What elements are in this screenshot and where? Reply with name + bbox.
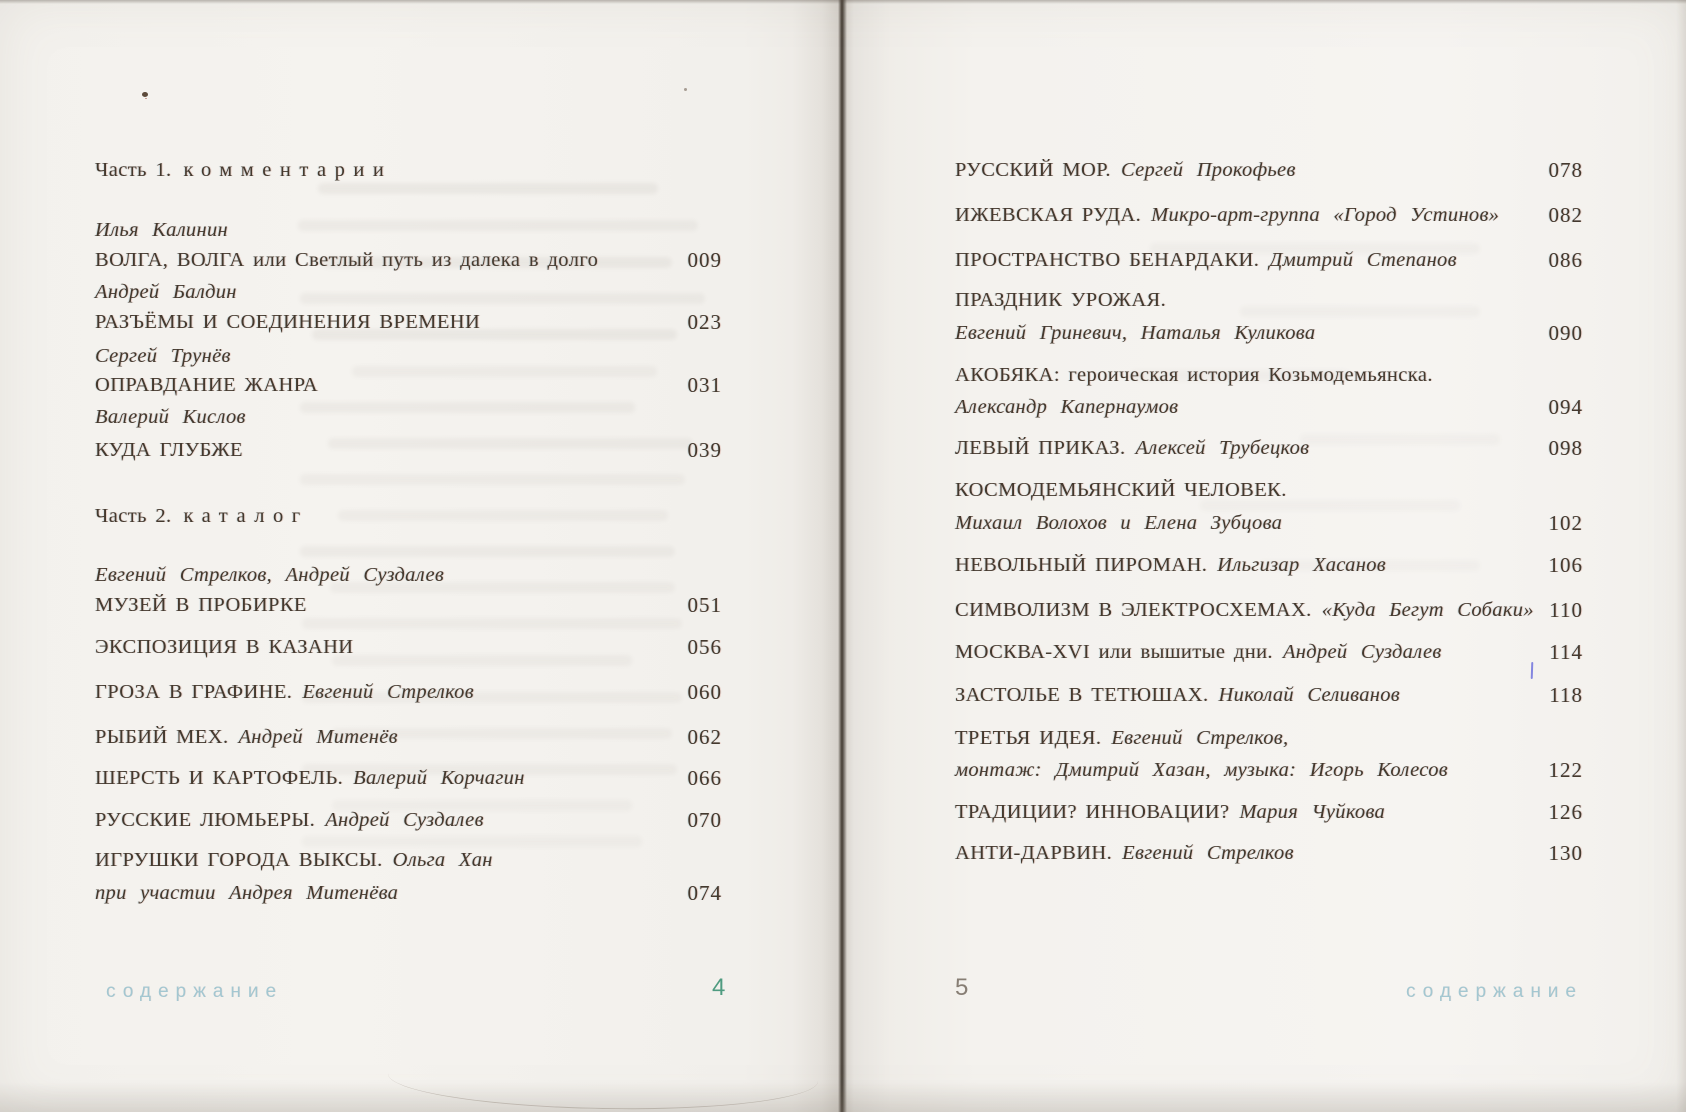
toc-line — [955, 636, 1583, 668]
toc-line — [95, 434, 722, 466]
toc-page-number: 106 — [1548, 553, 1583, 577]
toc-line — [95, 340, 722, 372]
toc-page-number: 009 — [687, 248, 722, 272]
toc-title: ВОЛГА, ВОЛГА или Светлый путь из далека в долго — [95, 249, 599, 271]
toc-line — [955, 754, 1583, 786]
toc-line — [955, 244, 1583, 276]
toc-author: Валерий Корчагин — [353, 767, 525, 789]
toc-author: Илья Калинин — [95, 219, 228, 241]
toc-page-number: 090 — [1548, 321, 1583, 345]
toc-author: Евгений Стрелков, — [1111, 727, 1289, 749]
toc-title: АНТИ-ДАРВИН. — [955, 842, 1113, 864]
toc-line — [95, 401, 722, 433]
toc-title: ЭКСПОЗИЦИЯ В КАЗАНИ — [95, 636, 354, 658]
toc-title: МОСКВА-XVI или вышитые дни. — [955, 641, 1273, 663]
toc-author: монтаж: Дмитрий Хазан, музыка: Игорь Колесов — [955, 759, 1448, 781]
toc-line — [955, 199, 1583, 231]
toc-line — [955, 284, 1583, 316]
part2-heading-prefix: Часть 2. — [95, 505, 172, 527]
toc-title: ШЕРСТЬ И КАРТОФЕЛЬ. — [95, 767, 344, 789]
toc-line — [955, 474, 1583, 506]
toc-author: Ильгизар Хасанов — [1217, 554, 1386, 576]
page-right-contents — [955, 0, 1583, 1112]
toc-line — [955, 679, 1583, 711]
toc-page-number: 023 — [687, 310, 722, 334]
toc-page-number: 060 — [687, 680, 722, 704]
toc-line — [955, 507, 1583, 539]
part2-heading-title: каталог — [183, 505, 309, 527]
toc-page-number: 056 — [687, 635, 722, 659]
page-number-right: 5 — [955, 974, 969, 1001]
toc-author: при участии Андрея Митенёва — [95, 882, 399, 904]
toc-title: РАЗЪЁМЫ И СОЕДИНЕНИЯ ВРЕМЕНИ — [95, 311, 481, 333]
toc-line — [95, 676, 722, 708]
toc-line — [95, 762, 722, 794]
toc-page-number: 062 — [687, 725, 722, 749]
toc-author: Николай Селиванов — [1218, 684, 1400, 706]
scan-edge-right — [1676, 0, 1686, 1112]
toc-page-number: 074 — [687, 881, 722, 905]
toc-author: Евгений Стрелков — [302, 681, 474, 703]
toc-line — [955, 391, 1583, 423]
toc-page-number: 122 — [1548, 758, 1583, 782]
toc-title: ИГРУШКИ ГОРОДА ВЫКСЫ. — [95, 849, 383, 871]
toc-line — [955, 317, 1583, 349]
book-gutter-fold — [792, 0, 892, 1112]
toc-line — [95, 306, 722, 338]
part2-heading — [95, 500, 722, 532]
toc-line — [955, 549, 1583, 581]
scan-edge-bottom — [0, 1082, 1686, 1112]
toc-title: РЫБИЙ МЕХ. — [95, 726, 229, 748]
toc-author: Андрей Митенёв — [238, 726, 398, 748]
toc-page-number: 082 — [1548, 203, 1583, 227]
footer-section-label-left: содержание — [106, 981, 284, 1002]
toc-title: КОСМОДЕМЬЯНСКИЙ ЧЕЛОВЕК. — [955, 479, 1287, 501]
toc-line — [95, 804, 722, 836]
toc-page-number: 066 — [687, 766, 722, 790]
toc-page-number: 102 — [1548, 511, 1583, 535]
toc-page-number: 118 — [1549, 683, 1583, 707]
toc-line — [95, 244, 722, 276]
toc-author: Александр Капернаумов — [955, 396, 1179, 418]
toc-line — [95, 631, 722, 663]
toc-author: Сергей Прокофьев — [1120, 159, 1296, 181]
toc-author: Дмитрий Степанов — [1269, 249, 1457, 271]
toc-author: Андрей Балдин — [95, 281, 237, 303]
page-number-left: 4 — [712, 974, 726, 1001]
toc-page-number: 086 — [1548, 248, 1583, 272]
toc-author: Мария Чуйкова — [1239, 801, 1386, 823]
toc-page-number: 094 — [1548, 395, 1583, 419]
toc-line — [95, 276, 722, 308]
toc-author: Микро-арт-группа «Город Устинов» — [1151, 204, 1500, 226]
toc-author: Ольга Хан — [392, 849, 493, 871]
toc-line — [955, 432, 1583, 464]
toc-title: ГРОЗА В ГРАФИНЕ. — [95, 681, 293, 703]
toc-page-number: 070 — [687, 808, 722, 832]
toc-page-number: 114 — [1549, 640, 1583, 664]
toc-page-number: 031 — [687, 373, 722, 397]
toc-author: «Куда Бегут Собаки» — [1321, 599, 1534, 621]
toc-author: Валерий Кислов — [95, 406, 246, 428]
toc-author: Евгений Стрелков, Андрей Суздалев — [95, 564, 445, 586]
toc-title: НЕВОЛЬНЫЙ ПИРОМАН. — [955, 554, 1208, 576]
toc-line — [95, 369, 722, 401]
toc-author: Алексей Трубецков — [1135, 437, 1310, 459]
toc-title: АКОБЯКА: героическая история Козьмодемьянска. — [955, 364, 1433, 386]
toc-title: СИМВОЛИЗМ В ЭЛЕКТРОСХЕМАХ. — [955, 599, 1312, 621]
toc-title: ТРАДИЦИИ? ИННОВАЦИИ? — [955, 801, 1230, 823]
toc-title: ОПРАВДАНИЕ ЖАНРА — [95, 374, 319, 396]
toc-line — [95, 559, 722, 591]
toc-line — [955, 359, 1583, 391]
ink-speck — [684, 88, 687, 91]
toc-title: РУССКИЙ МОР. — [955, 159, 1111, 181]
toc-page-number: 098 — [1548, 436, 1583, 460]
toc-author: Андрей Суздалев — [325, 809, 484, 831]
toc-line — [955, 796, 1583, 828]
scan-edge-top — [0, 0, 1686, 4]
part1-heading-prefix: Часть 1. — [95, 159, 172, 181]
page-left-contents — [95, 0, 722, 1112]
toc-page-number: 126 — [1548, 800, 1583, 824]
toc-author: Евгений Стрелков — [1122, 842, 1294, 864]
footer-section-label-right: содержание — [1405, 981, 1583, 1002]
toc-title: ЛЕВЫЙ ПРИКАЗ. — [955, 437, 1126, 459]
toc-author: Евгений Гриневич, Наталья Куликова — [955, 322, 1316, 344]
toc-author: Андрей Суздалев — [1282, 641, 1442, 663]
toc-line — [95, 214, 722, 246]
toc-title: ТРЕТЬЯ ИДЕЯ. — [955, 727, 1102, 749]
toc-title: МУЗЕЙ В ПРОБИРКЕ — [95, 594, 307, 616]
toc-page-number: 130 — [1548, 841, 1583, 865]
toc-line — [955, 154, 1583, 186]
toc-page-number: 039 — [687, 438, 722, 462]
toc-line — [95, 877, 722, 909]
part1-heading-title: комментарии — [183, 159, 393, 181]
toc-line — [95, 589, 722, 621]
toc-author: Михаил Волохов и Елена Зубцова — [955, 512, 1283, 534]
toc-title: ПРОСТРАНСТВО БЕНАРДАКИ. — [955, 249, 1260, 271]
ink-speck — [142, 92, 148, 97]
toc-line — [955, 837, 1583, 869]
toc-line — [955, 594, 1583, 626]
toc-page-number: 051 — [687, 593, 722, 617]
toc-title: КУДА ГЛУБЖЕ — [95, 439, 243, 461]
toc-title: РУССКИЕ ЛЮМЬЕРЫ. — [95, 809, 316, 831]
toc-line — [955, 722, 1583, 754]
part1-heading — [95, 154, 722, 186]
toc-page-number: 078 — [1548, 158, 1583, 182]
toc-author: Сергей Трунёв — [95, 345, 231, 367]
toc-line — [95, 721, 722, 753]
toc-page-number: 110 — [1549, 598, 1583, 622]
toc-title: ЗАСТОЛЬЕ В ТЕТЮШАХ. — [955, 684, 1209, 706]
toc-line — [95, 844, 722, 876]
toc-title: ПРАЗДНИК УРОЖАЯ. — [955, 289, 1167, 311]
toc-title: ИЖЕВСКАЯ РУДА. — [955, 204, 1142, 226]
